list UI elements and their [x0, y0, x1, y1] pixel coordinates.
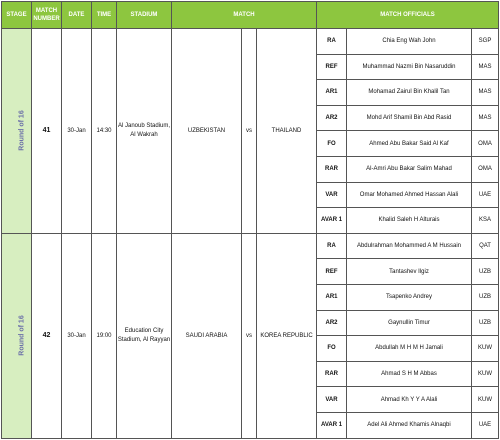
official-name: Abdullah M H M H Jamali — [347, 336, 472, 362]
header-row — [2, 2, 499, 29]
table-body — [2, 29, 499, 439]
stadium-cell — [117, 29, 172, 234]
stadium-line: Stadium, Al Rayyan — [117, 336, 171, 343]
official-name: Gaynullin Timur — [347, 310, 472, 336]
stadium-line: Al Wakrah — [130, 131, 158, 138]
official-name: Ahmed Abu Bakar Said Al Kaf — [347, 131, 472, 157]
table-row — [2, 233, 499, 259]
official-role: RA — [317, 233, 347, 259]
official-country: SGP — [472, 29, 499, 55]
official-country: KSA — [472, 208, 499, 234]
official-name: Tantashev Ilgiz — [347, 259, 472, 285]
official-role: AVAR 1 — [317, 412, 347, 438]
team-home: SAUDI ARABIA — [172, 233, 242, 438]
official-role: RAR — [317, 361, 347, 387]
match-date: 30-Jan — [62, 233, 92, 438]
stadium-cell — [117, 233, 172, 438]
official-country: OMA — [472, 131, 499, 157]
official-role: AR2 — [317, 105, 347, 131]
stage-label: Round of 16 — [18, 110, 26, 152]
versus-label: vs — [242, 29, 257, 234]
official-name: Abdulrahman Mohammed A M Hussain — [347, 233, 472, 259]
official-role: AR2 — [317, 310, 347, 336]
official-country: QAT — [472, 233, 499, 259]
header-stage: STAGE — [2, 2, 32, 29]
official-name: Chia Eng Wah John — [347, 29, 472, 55]
official-role: VAR — [317, 182, 347, 208]
official-name: Mohd Arif Shamil Bin Abd Rasid — [347, 105, 472, 131]
table-row — [2, 29, 499, 55]
match-time: 19:00 — [92, 233, 117, 438]
official-country: UAE — [472, 182, 499, 208]
header-date: DATE — [62, 2, 92, 29]
official-name: Al-Amri Abu Bakar Salim Mahad — [347, 156, 472, 182]
official-role: AVAR 1 — [317, 208, 347, 234]
official-name: Mohamad Zairul Bin Khalil Tan — [347, 80, 472, 106]
versus-label: vs — [242, 233, 257, 438]
header-officials: MATCH OFFICIALS — [317, 2, 499, 29]
official-role: FO — [317, 336, 347, 362]
official-name: Ahmad S H M Abbas — [347, 361, 472, 387]
official-country: KUW — [472, 336, 499, 362]
team-away: THAILAND — [257, 29, 317, 234]
official-role: RAR — [317, 156, 347, 182]
official-country: UZB — [472, 284, 499, 310]
official-country: UAE — [472, 412, 499, 438]
official-name: Muhammad Nazmi Bin Nasaruddin — [347, 54, 472, 80]
official-name: Omar Mohamed Ahmed Hassan Alali — [347, 182, 472, 208]
match-officials-table — [1, 1, 499, 439]
team-away: KOREA REPUBLIC — [257, 233, 317, 438]
header-stadium: STADIUM — [117, 2, 172, 29]
official-country: KUW — [472, 361, 499, 387]
official-role: VAR — [317, 387, 347, 413]
official-role: REF — [317, 259, 347, 285]
official-name: Tsapenko Andrey — [347, 284, 472, 310]
official-role: AR1 — [317, 284, 347, 310]
match-date: 30-Jan — [62, 29, 92, 234]
official-country: MAS — [472, 80, 499, 106]
official-name: Ahmad Kh Y Y A Alali — [347, 387, 472, 413]
official-role: AR1 — [317, 80, 347, 106]
match-time: 14:30 — [92, 29, 117, 234]
official-role: RA — [317, 29, 347, 55]
stage-cell — [2, 233, 32, 438]
official-country: UZB — [472, 259, 499, 285]
header-time: TIME — [92, 2, 117, 29]
official-country: KUW — [472, 387, 499, 413]
official-country: MAS — [472, 54, 499, 80]
header-match: MATCH — [172, 2, 317, 29]
match-number: 41 — [32, 29, 62, 234]
official-country: OMA — [472, 156, 499, 182]
official-country: UZB — [472, 310, 499, 336]
header-match-number: MATCH NUMBER — [32, 2, 62, 29]
stadium-line: Education City — [124, 327, 164, 334]
official-name: Adel Ali Ahmed Khamis Alnaqbi — [347, 412, 472, 438]
match-number: 42 — [32, 233, 62, 438]
stadium-line: Al Janoub Stadium, — [117, 122, 171, 129]
official-country: MAS — [472, 105, 499, 131]
team-home: UZBEKISTAN — [172, 29, 242, 234]
stage-cell — [2, 29, 32, 234]
official-role: REF — [317, 54, 347, 80]
official-role: FO — [317, 131, 347, 157]
stage-label: Round of 16 — [18, 315, 26, 356]
official-name: Khalid Saleh H Alturais — [347, 208, 472, 234]
